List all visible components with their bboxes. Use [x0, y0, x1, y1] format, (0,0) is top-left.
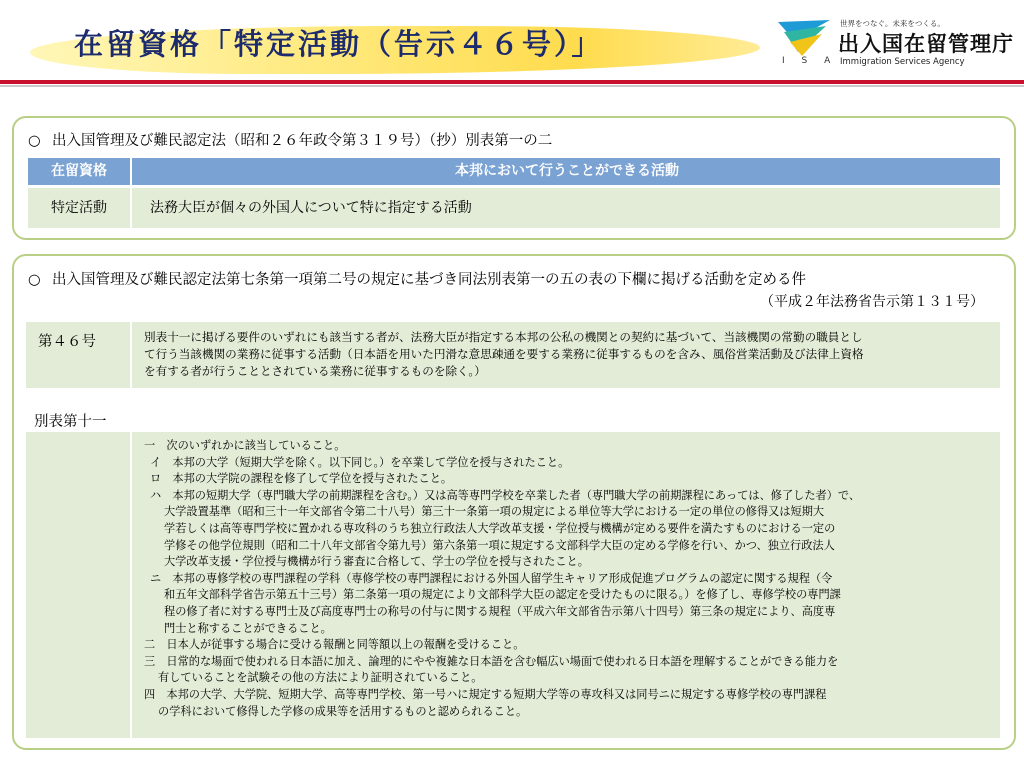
- requirements-row: [26, 432, 1000, 738]
- header-status-of-residence: 在留資格: [28, 158, 132, 185]
- table-row: [28, 188, 1000, 228]
- list-item: 四 本邦の大学、大学院、短期大学、高等専門学校、第一号ハに規定する短期大学等の専攻科又は同号ニに規定する専修学校の専門課程: [144, 687, 827, 701]
- list-item: 三 日常的な場面で使われる日本語に加え、論理的にやや複雑な日本語を含む幅広い場面で使われる日本語を理解することができる能力を: [144, 654, 839, 668]
- item-description: [144, 329, 994, 380]
- list-item: 二 日本人が従事する場合に受ける報酬と同等額以上の報酬を受けること。: [144, 638, 525, 652]
- requirements-label-cell: [26, 432, 132, 738]
- item-number: 第４６号: [26, 322, 132, 388]
- header-rule-gray: [0, 85, 1024, 87]
- list-item: 一 次のいずれかに該当していること。: [144, 439, 346, 452]
- notice-reference: （平成２年法務省告示第１３１号）: [760, 294, 984, 310]
- law-excerpt-panel: [12, 116, 1016, 240]
- list-item: 大学改革支援・学位授与機構が行う審査に合格して、学士の学位を授与されたこと。: [164, 555, 589, 569]
- item-description-line: 別表十一に掲げる要件のいずれにも該当する者が、法務大臣が指定する本邦の公私の機関との契約に基づいて、当該機関の常勤の職員とし: [144, 330, 863, 344]
- agency-name: 出入国在留管理庁: [838, 32, 1014, 56]
- item-46-row: [26, 322, 1000, 388]
- appended-table-label: 別表第十一: [34, 414, 107, 430]
- list-item: 有していることを試験その他の方法により証明されていること。: [158, 671, 483, 685]
- bullet-circle-icon: ○: [28, 133, 41, 149]
- list-item: 学若しくは高等専門学校に置かれる専攻科のうち独立行政法人大学改革支援・学位授与機構が定める要件を満たすものにおける一定の: [164, 521, 836, 535]
- list-item: ロ 本邦の大学院の課程を修了して学位を授与されたこと。: [150, 472, 453, 486]
- header-rule-red: [0, 80, 1024, 84]
- item-description-line: を有する者が行うこととされている業務に従事するものを除く。）: [144, 364, 486, 378]
- section2-heading: [28, 268, 806, 289]
- list-item: ニ 本邦の専修学校の専門課程の学科（専修学校の専門課程における外国人留学生キャリア形成促進プログラムの認定に関する規程（令: [150, 571, 833, 585]
- requirements-list: [144, 438, 996, 720]
- cell-activity: 法務大臣が個々の外国人について特に指定する活動: [150, 200, 472, 216]
- list-item: イ 本邦の大学（短期大学を除く。以下同じ。）を卒業して学位を授与されたこと。: [150, 455, 570, 469]
- logo-abbreviation: I S A: [782, 56, 838, 66]
- page-title: 在留資格「特定活動（告示４６号）」: [74, 27, 604, 61]
- item-description-line: て行う当該機関の業務に従事する活動（日本語を用いた円滑な意思疎通を要する業務に従事するものを含み、風俗営業活動及び法律上資格: [144, 347, 864, 361]
- list-item: 和五年文部科学省告示第五十三号）第二条第一項の規定により文部科学大臣の認定を受けたものに限る。）を修了し、専修学校の専門課: [164, 588, 841, 602]
- section2-heading-text: 出入国管理及び難民認定法第七条第一項第二号の規定に基づき同法別表第一の五の表の下欄に掲げる活動を定める件: [52, 272, 806, 288]
- section1-heading: [28, 129, 552, 150]
- list-item: 大学設置基準（昭和三十一年文部省令第二十八号）第三十一条第一項の規定による単位等大学における一定の単位の修得又は短期大: [164, 505, 825, 519]
- section1-heading-text: 出入国管理及び難民認定法（昭和２６年政令第３１９号）（抄）別表第一の二: [52, 133, 553, 149]
- list-item: ハ 本邦の短期大学（専門職大学の前期課程を含む。）又は高等専門学校を卒業した者（専門職大学の前期課程にあっては、修了した者）で、: [150, 488, 861, 502]
- agency-name-english: Immigration Services Agency: [840, 57, 965, 67]
- list-item: の学科において修得した学修の成果等を活用するものと認められること。: [158, 704, 528, 718]
- notice-panel: [12, 254, 1016, 750]
- table-header-row: [28, 158, 1000, 185]
- header-permitted-activity: 本邦において行うことができる活動: [455, 163, 679, 179]
- list-item: 学修その他学位規則（昭和二十八年文部省令第九号）第六条第一項に規定する文部科学大臣の定める学修を行い、かつ、独立行政法人: [164, 538, 835, 552]
- logo-slogan: 世界をつなぐ。未来をつくる。: [840, 19, 945, 28]
- agency-logo: [776, 16, 1016, 70]
- list-item: 程の修了者に対する専門士及び高度専門士の称号の付与に関する規程（平成六年文部省告示第八十四号）第三条の規定により、高度専: [164, 604, 836, 618]
- list-item: 門士と称することができること。: [164, 621, 332, 635]
- bullet-circle-icon: ○: [28, 272, 41, 288]
- cell-status: 特定活動: [28, 188, 132, 228]
